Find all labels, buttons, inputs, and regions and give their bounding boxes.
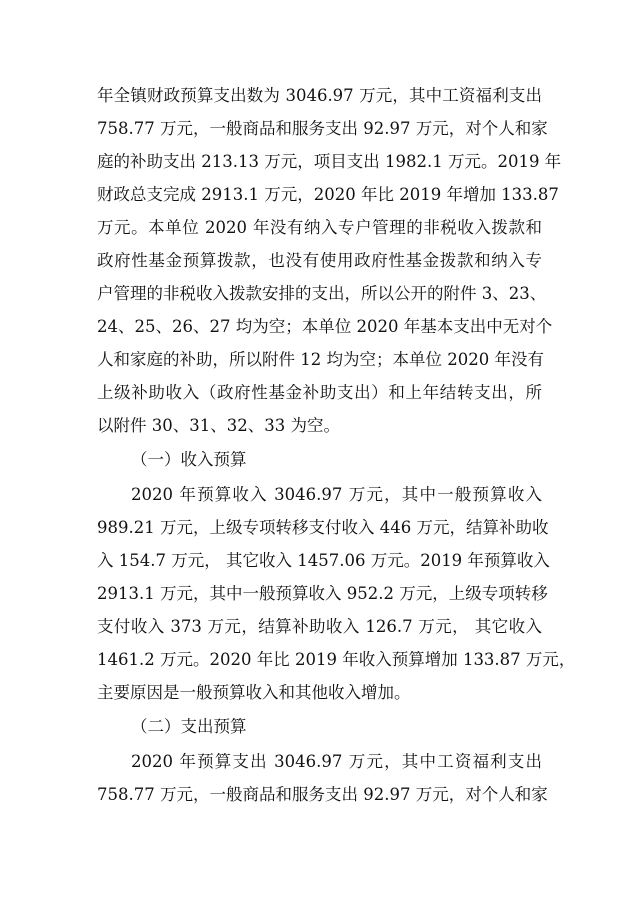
paragraph-2-line-7: 主要原因是一般预算收入和其他收入增加。 bbox=[97, 683, 411, 702]
paragraph-1-line-10: 上级补助收入（政府性基金补助支出）和上年结转支出，所 bbox=[97, 383, 542, 402]
paragraph-2-line-1: 2020 年预算收入 3046.97 万元，其中一般预算收入 bbox=[131, 485, 542, 504]
paragraph-1-line-2: 758.77 万元，一般商品和服务支出 92.97 万元，对个人和家 bbox=[97, 119, 548, 138]
paragraph-1-line-8: 24、25、26、27 均为空；本单位 2020 年基本支出中无对个 bbox=[97, 317, 553, 336]
paragraph-1-line-1: 年全镇财政预算支出数为 3046.97 万元，其中工资福利支出 bbox=[97, 86, 542, 105]
paragraph-1-line-3: 庭的补助支出 213.13 万元，项目支出 1982.1 万元。2019 年 bbox=[97, 152, 562, 171]
paragraph-1-line-6: 政府性基金预算拨款，也没有使用政府性基金拨款和纳入专 bbox=[97, 251, 542, 270]
paragraph-2-line-6: 1461.2 万元。2020 年比 2019 年收入预算增加 133.87 万元， bbox=[97, 650, 576, 669]
paragraph-3-line-2: 758.77 万元，一般商品和服务支出 92.97 万元，对个人和家 bbox=[97, 785, 548, 804]
paragraph-1-line-9: 人和家庭的补助，所以附件 12 均为空；本单位 2020 年没有 bbox=[97, 350, 544, 369]
section-heading-expenditure-budget: （二）支出预算 bbox=[131, 717, 247, 736]
paragraph-2-line-3: 入 154.7 万元， 其它收入 1457.06 万元。2019 年预算收入 bbox=[97, 551, 550, 570]
paragraph-1-line-5: 万元。本单位 2020 年没有纳入专户管理的非税收入拨款和 bbox=[97, 218, 542, 237]
paragraph-2-line-5: 支付收入 373 万元，结算补助收入 126.7 万元， 其它收入 bbox=[97, 617, 542, 636]
paragraph-3-line-1: 2020 年预算支出 3046.97 万元，其中工资福利支出 bbox=[131, 752, 542, 771]
paragraph-1-line-11: 以附件 30、31、32、33 为空。 bbox=[97, 416, 340, 435]
paragraph-1-line-7: 户管理的非税收入拨款安排的支出，所以公开的附件 3、23、 bbox=[97, 284, 547, 303]
paragraph-2-line-2: 989.21 万元，上级专项转移支付收入 446 万元，结算补助收 bbox=[97, 518, 549, 537]
paragraph-1-line-4: 财政总支完成 2913.1 万元，2020 年比 2019 年增加 133.87 bbox=[97, 185, 559, 204]
section-heading-income-budget: （一）收入预算 bbox=[131, 450, 247, 469]
paragraph-2-line-4: 2913.1 万元，其中一般预算收入 952.2 万元，上级专项转移 bbox=[97, 584, 548, 603]
